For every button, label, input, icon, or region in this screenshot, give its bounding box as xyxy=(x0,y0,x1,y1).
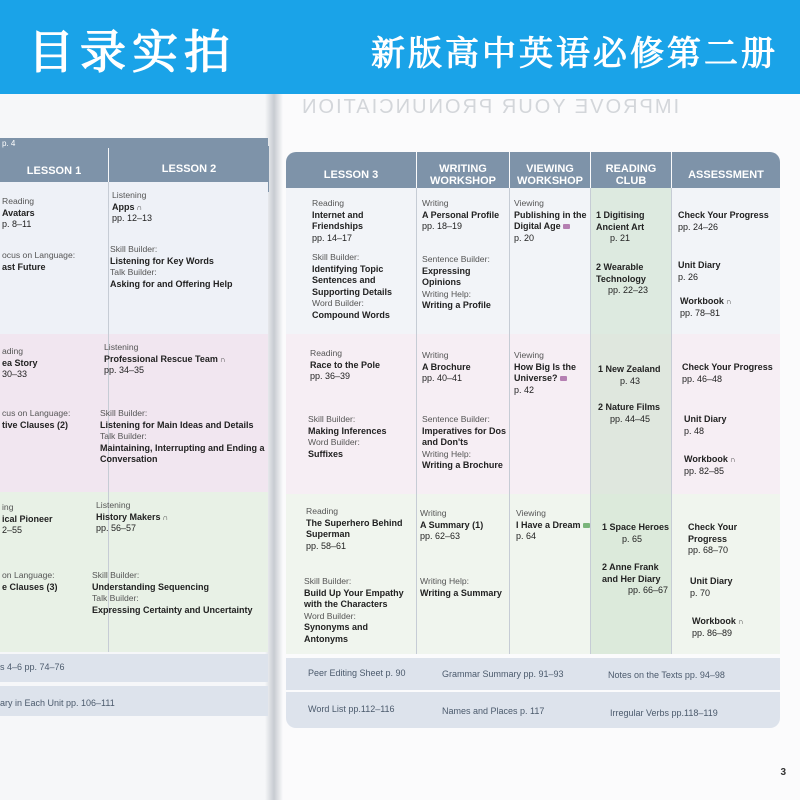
row2-lesson3-skills: Skill Builder: Making Inferences Word Builder: Suffixes xyxy=(308,414,387,459)
row3-viewing: Viewing I Have a Dream p. 64 xyxy=(516,508,590,543)
headphones-icon: ∩ xyxy=(219,354,226,364)
row2-assessment-diary: Unit Diary p. 48 xyxy=(684,414,727,436)
row1-lesson3-reading: Reading Internet and Friendships pp. 14–17 xyxy=(312,198,364,243)
row1-assessment-workbook: Workbook ∩ pp. 78–81 xyxy=(680,296,732,318)
footer-names-places: Names and Places p. 117 xyxy=(442,706,545,716)
row1-reading-club-1: 1 Digitising Ancient Art p. 21 xyxy=(596,210,645,243)
footer-notes: Notes on the Texts pp. 94–98 xyxy=(608,670,725,680)
footer-irregular-verbs: Irregular Verbs pp.118–119 xyxy=(610,708,718,718)
row1-assessment-progress: Check Your Progress pp. 24–26 xyxy=(678,210,769,232)
row3-lesson1-language: on Language: e Clauses (3) xyxy=(2,570,58,592)
headphones-icon: ∩ xyxy=(729,455,736,464)
video-icon xyxy=(563,224,570,229)
row1-writing-help: Sentence Builder: Expressing Opinions Writing Help: Writing a Profile xyxy=(422,254,491,310)
footer-grammar: Grammar Summary pp. 91–93 xyxy=(442,669,564,679)
header-reading-club: READING CLUB xyxy=(591,152,671,198)
row1-lesson2-listening: Listening Apps ∩ pp. 12–13 xyxy=(112,190,153,223)
row3-writing: Writing A Summary (1) pp. 62–63 xyxy=(420,508,484,541)
row1-viewing: Viewing Publishing in the Digital Age p. 20 xyxy=(514,198,587,243)
footer-review: s 4–6 pp. 74–76 xyxy=(0,662,65,672)
footer-word-list: Word List pp.112–116 xyxy=(308,704,395,714)
row3-assessment-diary: Unit Diary p. 70 xyxy=(690,576,733,598)
page-number: 3 xyxy=(780,767,786,778)
header-lesson1: LESSON 1 xyxy=(0,148,108,194)
row1-lesson3-skills: Skill Builder: Identifying Topic Sentences and Supporting Details Word Builder: Compound Words xyxy=(312,252,393,320)
row3-lesson1-reading: ing ical Pioneer 2–55 xyxy=(2,502,53,535)
row2-viewing: Viewing How Big Is the Universe? p. 42 xyxy=(514,350,577,395)
headphones-icon: ∩ xyxy=(136,202,143,212)
footer-peer-editing: Peer Editing Sheet p. 90 xyxy=(308,668,406,678)
header-viewing-workshop: VIEWING WORKSHOP xyxy=(510,152,590,198)
row3-writing-help: Writing Help: Writing a Summary xyxy=(420,576,502,598)
row1-assessment-diary: Unit Diary p. 26 xyxy=(678,260,721,282)
row2-reading-club-1: 1 New Zealand p. 43 xyxy=(598,364,661,386)
title-banner xyxy=(0,0,800,94)
headphones-icon: ∩ xyxy=(162,512,169,522)
row2-lesson1-language: cus on Language: tive Clauses (2) xyxy=(2,408,71,430)
row2-reading-club-2: 2 Nature Films pp. 44–45 xyxy=(598,402,661,424)
video-icon xyxy=(583,523,590,528)
row2-lesson2-skills: Skill Builder: Listening for Main Ideas and Details Talk Builder: Maintaining, Interrupting and Ending a Conversation xyxy=(100,408,265,464)
row2-writing: Writing A Brochure pp. 40–41 xyxy=(422,350,471,383)
row2-assessment-progress: Check Your Progress pp. 46–48 xyxy=(682,362,773,384)
headphones-icon: ∩ xyxy=(725,297,732,306)
row3-reading-club-1: 1 Space Heroes p. 65 xyxy=(602,522,670,544)
row3-lesson3-skills: Skill Builder: Build Up Your Empathy with the Characters Word Builder: Synonyms and Antonyms xyxy=(304,576,404,644)
header-lesson3: LESSON 3 xyxy=(286,152,416,198)
headphones-icon: ∩ xyxy=(737,617,744,626)
row1-writing: Writing A Personal Profile pp. 18–19 xyxy=(422,198,500,231)
row1-lesson1-reading: Reading Avatars p. 8–11 xyxy=(2,196,35,229)
row2-lesson1-reading: ading ea Story 30–33 xyxy=(2,346,38,379)
row2-lesson3-reading: Reading Race to the Pole pp. 36–39 xyxy=(310,348,381,381)
banner-left-title: 目录实拍 xyxy=(28,25,236,79)
row2-writing-help: Sentence Builder: Imperatives for Dos and Don'ts Writing Help: Writing a Brochure xyxy=(422,414,507,470)
video-icon xyxy=(560,376,567,381)
column-divider xyxy=(509,188,510,654)
header-lesson2: LESSON 2 xyxy=(109,146,269,192)
column-divider xyxy=(590,188,591,654)
top-left-ref: p. 4 xyxy=(2,139,16,148)
column-divider xyxy=(416,188,417,654)
row3-lesson2-skills: Skill Builder: Understanding Sequencing Talk Builder: Expressing Certainty and Uncertainty xyxy=(92,570,253,615)
row3-assessment-workbook: Workbook ∩ pp. 86–89 xyxy=(692,616,744,638)
row3-lesson3-reading: Reading The Superhero Behind Superman pp. 58–61 xyxy=(306,506,403,551)
row3-assessment-progress: Check Your Progress pp. 68–70 xyxy=(688,522,738,555)
row3-lesson2-listening: Listening History Makers ∩ pp. 56–57 xyxy=(96,500,169,533)
row2-assessment-workbook: Workbook ∩ pp. 82–85 xyxy=(684,454,736,476)
row2-lesson2-listening: Listening Professional Rescue Team ∩ pp. 34–35 xyxy=(104,342,226,375)
header-assessment: ASSESSMENT xyxy=(672,152,780,198)
row1-lesson1-language: ocus on Language: ast Future xyxy=(2,250,76,272)
footer-summary: ary in Each Unit pp. 106–111 xyxy=(0,698,115,708)
header-writing-workshop: WRITING WORKSHOP xyxy=(417,152,509,198)
row1-lesson2-skills: Skill Builder: Listening for Key Words Talk Builder: Asking for and Offering Help xyxy=(110,244,233,289)
row1-reading-club-2: 2 Wearable Technology pp. 22–23 xyxy=(596,262,649,295)
row3-reading-club-2: 2 Anne Frank and Her Diary pp. 66–67 xyxy=(602,562,669,595)
show-through-text: IMPROVE YOUR PRONUNCIATION xyxy=(300,96,680,118)
banner-right-title: 新版高中英语必修第二册 xyxy=(371,34,778,74)
